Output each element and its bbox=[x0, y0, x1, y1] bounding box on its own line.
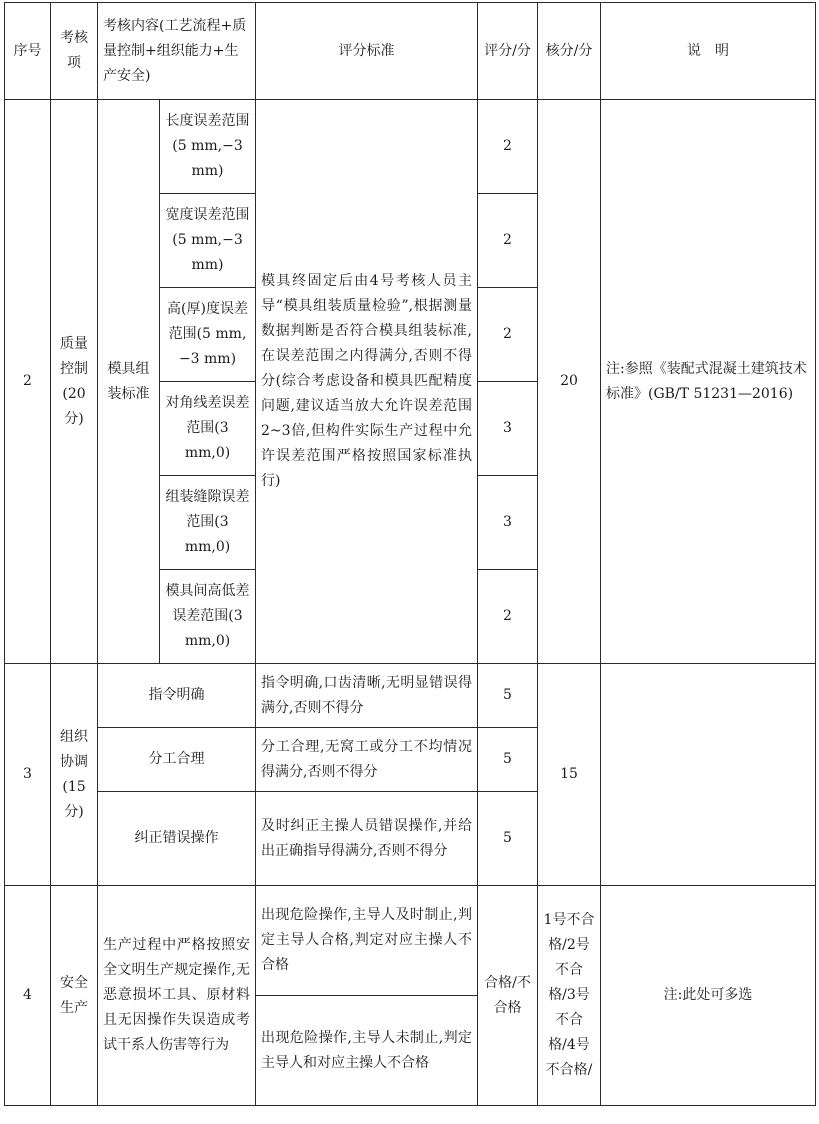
quality-row-1 bbox=[5, 100, 816, 194]
org-note bbox=[601, 664, 816, 886]
org-score: 5 bbox=[478, 728, 538, 792]
safety-seq: 4 bbox=[5, 886, 51, 1106]
header-row bbox=[5, 3, 816, 100]
quality-subitem: 对角线差误差范围(3 mm,0) bbox=[160, 382, 256, 476]
org-item: 组织协调(15分) bbox=[51, 664, 98, 886]
quality-score: 3 bbox=[478, 382, 538, 476]
org-criteria: 指令明确,口齿清晰,无明显错误得满分,否则不得分 bbox=[256, 664, 478, 728]
header-item: 考核项 bbox=[51, 3, 98, 100]
safety-score: 合格/不合格 bbox=[478, 886, 538, 1106]
org-row-1 bbox=[5, 664, 816, 728]
safety-content: 生产过程中严格按照安全文明生产规定操作,无恶意损坏工具、原材料且无因操作失误造成考试干系人伤害等行为 bbox=[98, 886, 256, 1106]
quality-total: 20 bbox=[538, 100, 601, 664]
header-criteria: 评分标准 bbox=[256, 3, 478, 100]
safety-total: 1号不合格/2号不合格/3号不合格/4号不合格/ bbox=[538, 886, 601, 1106]
quality-item: 质量控制(20分) bbox=[51, 100, 98, 664]
org-total: 15 bbox=[538, 664, 601, 886]
header-score: 评分/分 bbox=[478, 3, 538, 100]
safety-item: 安全生产 bbox=[51, 886, 98, 1106]
assessment-table bbox=[4, 2, 816, 1106]
quality-seq: 2 bbox=[5, 100, 51, 664]
quality-score: 3 bbox=[478, 476, 538, 570]
safety-note: 注:此处可多选 bbox=[601, 886, 816, 1106]
safety-criteria-1: 出现危险操作,主导人及时制止,判定主导人合格,判定对应主操人不合格 bbox=[256, 886, 478, 996]
org-seq: 3 bbox=[5, 664, 51, 886]
org-score: 5 bbox=[478, 664, 538, 728]
header-seq: 序号 bbox=[5, 3, 51, 100]
org-subitem: 分工合理 bbox=[98, 728, 256, 792]
header-total: 核分/分 bbox=[538, 3, 601, 100]
quality-score: 2 bbox=[478, 194, 538, 288]
header-note: 说 明 bbox=[601, 3, 816, 100]
org-criteria: 及时纠正主操人员错误操作,并给出正确指导得满分,否则不得分 bbox=[256, 792, 478, 886]
quality-score: 2 bbox=[478, 570, 538, 664]
quality-subitem: 长度误差范围(5 mm,−3 mm) bbox=[160, 100, 256, 194]
quality-criteria: 模具终固定后由4号考核人员主导“模具组装质量检验”,根据测量数据判断是否符合模具组装标准,在误差范围之内得满分,否则不得分(综合考虑设备和模具匹配精度问题,建议适当放大允许误差范围2~3倍,但构件实际生产过程中允许误差范围严格按照国家标准执行) bbox=[256, 100, 478, 664]
quality-score: 2 bbox=[478, 288, 538, 382]
quality-subitem: 组装缝隙误差范围(3 mm,0) bbox=[160, 476, 256, 570]
header-content: 考核内容(工艺流程+质量控制+组织能力+生产安全) bbox=[98, 3, 256, 100]
quality-note: 注:参照《装配式混凝土建筑技术标准》(GB/T 51231—2016) bbox=[601, 100, 816, 664]
safety-criteria-2: 出现危险操作,主导人未制止,判定主导人和对应主操人不合格 bbox=[256, 996, 478, 1106]
quality-subitem: 模具间高低差误差范围(3 mm,0) bbox=[160, 570, 256, 664]
org-subitem: 指令明确 bbox=[98, 664, 256, 728]
org-criteria: 分工合理,无窝工或分工不均情况得满分,否则不得分 bbox=[256, 728, 478, 792]
safety-row-1 bbox=[5, 886, 816, 996]
org-subitem: 纠正错误操作 bbox=[98, 792, 256, 886]
quality-group: 模具组装标准 bbox=[98, 100, 160, 664]
quality-subitem: 高(厚)度误差范围(5 mm,−3 mm) bbox=[160, 288, 256, 382]
quality-score: 2 bbox=[478, 100, 538, 194]
quality-subitem: 宽度误差范围(5 mm,−3 mm) bbox=[160, 194, 256, 288]
org-score: 5 bbox=[478, 792, 538, 886]
